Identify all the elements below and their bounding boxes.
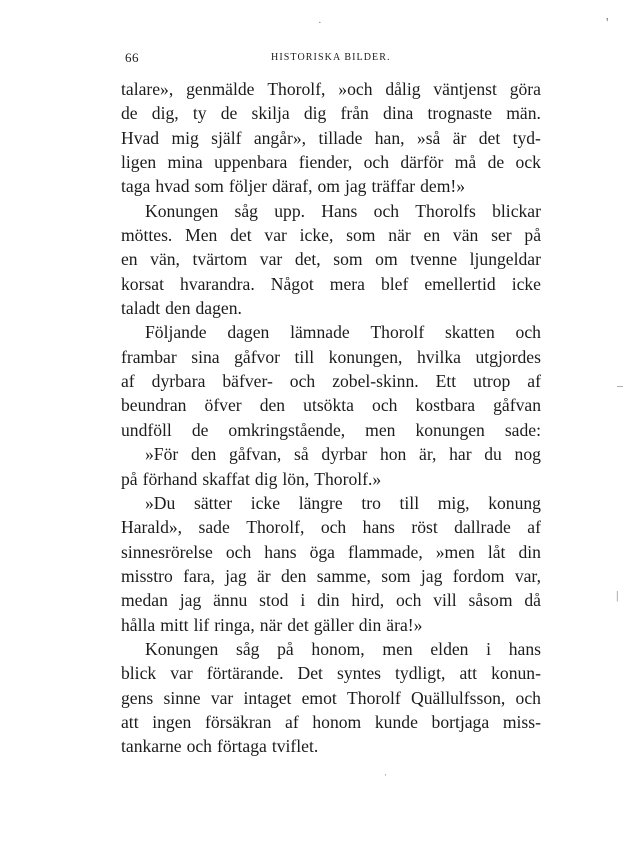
word: men: [382, 638, 413, 659]
word: »För: [145, 444, 179, 465]
word: följer: [228, 176, 267, 197]
text-line: [121, 247, 541, 271]
stray-tick-top-right: ': [606, 16, 609, 31]
word: »så: [416, 127, 441, 148]
word: var: [264, 225, 287, 246]
word: dig,: [151, 103, 179, 124]
text-line: [121, 418, 541, 442]
word: hålla: [121, 614, 156, 635]
word: dina: [383, 103, 414, 124]
word: Följande: [145, 322, 207, 343]
word: Konungen: [145, 638, 219, 659]
word: konun-: [491, 663, 541, 684]
word: den: [190, 444, 217, 465]
word: den: [165, 298, 191, 319]
word: undföll: [121, 419, 172, 440]
text-line: [121, 491, 541, 515]
text-line: [121, 637, 541, 661]
word: det: [287, 614, 309, 635]
word: förtärande.: [206, 663, 284, 684]
text-line: [121, 101, 541, 125]
word: tvärtom: [192, 249, 248, 270]
word: Thorolf: [370, 322, 425, 343]
word: »men: [435, 541, 475, 562]
word: hird,: [351, 590, 385, 611]
word: väntjenst: [433, 79, 497, 99]
word: och: [289, 371, 316, 392]
word: ännu: [213, 590, 248, 611]
word: i: [300, 590, 306, 611]
word: hvad: [155, 176, 190, 197]
word: det: [230, 225, 252, 246]
word: ock: [515, 152, 541, 173]
word: mig: [171, 127, 199, 148]
word: var: [259, 249, 283, 270]
word: bortjaga: [431, 711, 490, 732]
word: försäkran: [204, 711, 272, 732]
word: kostbara: [415, 395, 476, 416]
text-line: [121, 199, 541, 223]
word: och: [186, 736, 212, 757]
word: röst: [411, 517, 438, 538]
word: och: [373, 200, 400, 221]
word: Thorolf.»: [314, 468, 382, 489]
text-line: [121, 540, 541, 564]
word: hvarandra.: [180, 273, 255, 294]
word: fordom: [452, 565, 505, 586]
word: du: [484, 444, 502, 465]
word: ligen: [121, 152, 157, 173]
word: skatten: [444, 322, 495, 343]
word: utgjordes: [475, 346, 541, 367]
word: förtaga: [216, 736, 267, 757]
body-text: [121, 77, 541, 759]
word: tillade: [318, 127, 363, 148]
word: sina: [191, 346, 220, 367]
word: gåfvan: [493, 395, 541, 416]
word: uppenbara: [214, 152, 288, 173]
word: längre: [298, 492, 343, 513]
word: sinnesrörelse: [121, 541, 213, 562]
word: upp.: [274, 200, 306, 221]
text-line: [121, 369, 541, 393]
word: den: [280, 565, 307, 586]
text-line: [121, 174, 541, 198]
word: träffar: [371, 176, 416, 197]
word: själf: [211, 127, 242, 148]
word: tro: [361, 492, 381, 513]
word: låt: [487, 541, 506, 562]
text-line: [121, 442, 541, 466]
word: som: [381, 565, 411, 586]
word: Det: [297, 663, 323, 684]
word: däraf,: [271, 176, 313, 197]
stray-dot-bottom: ·: [384, 770, 387, 780]
word: jag: [344, 176, 367, 197]
word: jag: [225, 565, 247, 586]
word: och: [363, 152, 390, 173]
word: skaffat: [202, 468, 250, 489]
word: Thorolfs: [415, 200, 476, 221]
word: bäfver-: [222, 371, 273, 392]
word: konung: [488, 492, 541, 513]
stray-bar-right: |: [616, 588, 619, 602]
word: misstro: [121, 565, 173, 586]
word: må: [454, 152, 477, 173]
word: det,: [294, 249, 321, 270]
word: och: [225, 541, 252, 562]
text-line: [121, 564, 541, 588]
word: som: [346, 225, 376, 246]
word: icke,: [299, 225, 334, 246]
text-line: [121, 710, 541, 734]
word: därför: [400, 152, 444, 173]
word: vän: [452, 225, 479, 246]
text-line: [121, 393, 541, 417]
word: är: [256, 565, 271, 586]
word: hans: [362, 517, 395, 538]
word: ser: [491, 225, 512, 246]
word: om: [375, 249, 398, 270]
word: har: [449, 444, 472, 465]
word: flammade,: [347, 541, 423, 562]
word: och: [515, 322, 541, 343]
word: öga: [309, 541, 335, 562]
word: stod: [259, 590, 289, 611]
word: jag: [179, 590, 202, 611]
text-line: [121, 223, 541, 247]
word: dig: [303, 103, 327, 124]
word: honom: [312, 711, 362, 732]
word: göra: [509, 79, 541, 99]
word: dyrbar: [321, 444, 368, 465]
word: och: [515, 687, 541, 708]
word: blick: [121, 663, 157, 684]
word: samme,: [316, 565, 371, 586]
word: trognaste: [427, 103, 493, 124]
word: dig: [254, 468, 278, 489]
word: mig,: [437, 492, 470, 513]
word: miss-: [502, 711, 541, 732]
page-number: 66: [125, 50, 139, 65]
stray-dash-right: –: [617, 378, 623, 392]
word: omkringstående,: [228, 419, 346, 440]
text-line: [121, 661, 541, 685]
word: när: [259, 614, 283, 635]
word: korsat: [121, 273, 164, 294]
word: emellertid: [424, 273, 496, 294]
word: var,: [514, 565, 541, 586]
text-line: [121, 515, 541, 539]
text-line: [121, 296, 541, 320]
word: Konungen: [145, 200, 219, 221]
word: kunde: [374, 711, 418, 732]
word: mitt: [160, 614, 189, 635]
word: de: [487, 152, 505, 173]
word: till: [399, 492, 420, 513]
word: att: [121, 711, 139, 732]
word: från: [340, 103, 369, 124]
word: det: [478, 127, 501, 148]
word: på: [524, 225, 541, 246]
word: gens: [121, 687, 154, 708]
word: jag: [420, 565, 443, 586]
word: dem!»: [420, 176, 466, 197]
word: som: [194, 176, 224, 197]
word: utsökta: [303, 395, 354, 416]
word: dålig: [385, 79, 421, 99]
word: medan: [121, 590, 168, 611]
word: som: [333, 249, 363, 270]
word: mina: [167, 152, 203, 173]
word: din: [317, 590, 340, 611]
word: icke: [511, 273, 541, 294]
word: intaget: [243, 687, 292, 708]
word: blef: [380, 273, 409, 294]
word: ära!»: [386, 614, 423, 635]
text-line: [121, 734, 541, 758]
word: om: [317, 176, 340, 197]
word: de: [191, 419, 209, 440]
text-line: [121, 272, 541, 296]
word: skilja: [251, 103, 290, 124]
word: Thorolf: [347, 687, 401, 708]
word: han,: [374, 127, 405, 148]
word: icke: [250, 492, 281, 513]
word: på: [277, 638, 294, 659]
word: hvilka: [416, 346, 461, 367]
word: dallrade: [454, 517, 511, 538]
stray-dot-top: ·: [318, 17, 322, 29]
word: sinne: [163, 687, 201, 708]
word: Hvad: [121, 127, 160, 148]
word: en: [423, 225, 441, 246]
word: beundran: [121, 395, 187, 416]
word: af: [527, 517, 541, 538]
word: sade:: [504, 419, 541, 440]
word: hans: [508, 638, 541, 659]
word: Hans: [321, 200, 358, 221]
word: dyrbara: [151, 371, 206, 392]
text-line: [121, 150, 541, 174]
text-line: [121, 613, 541, 637]
word: taladt: [121, 298, 161, 319]
word: när: [388, 225, 411, 246]
word: ljungeldar: [469, 249, 541, 270]
word: såg: [234, 200, 258, 221]
word: af: [527, 371, 541, 392]
word: Thorolf,: [267, 79, 326, 99]
word: vän,: [150, 249, 180, 270]
word: tviflet.: [271, 736, 319, 757]
word: gåfvor: [234, 346, 281, 367]
word: en: [121, 249, 138, 270]
word: din: [518, 541, 541, 562]
word: var: [170, 663, 193, 684]
word: i: [486, 638, 492, 659]
word: din: [358, 614, 382, 635]
word: Något: [270, 273, 314, 294]
word: lif: [193, 614, 210, 635]
word: sade: [198, 517, 230, 538]
word: på: [121, 468, 138, 489]
word: »och: [338, 79, 373, 99]
running-title: HISTORISKA BILDER.: [271, 52, 391, 63]
word: af: [121, 371, 135, 392]
word: emot: [301, 687, 337, 708]
word: gåfvan,: [229, 444, 282, 465]
word: mera: [329, 273, 365, 294]
text-line: [121, 588, 541, 612]
word: tyd-: [512, 127, 541, 148]
word: men: [365, 419, 396, 440]
word: syntes: [337, 663, 381, 684]
word: frambar: [121, 346, 177, 367]
word: tydligt,: [395, 663, 446, 684]
word: vill: [433, 590, 457, 611]
word: dagen: [227, 322, 270, 343]
word: och: [395, 590, 422, 611]
text-line: [121, 77, 541, 101]
word: konungen: [415, 419, 485, 440]
word: Quällulfsson,: [411, 687, 506, 708]
word: öfver: [204, 395, 242, 416]
text-line: [121, 126, 541, 150]
word: och: [372, 395, 398, 416]
word: de: [220, 103, 238, 124]
text-line: [121, 686, 541, 710]
word: »Du: [145, 492, 176, 513]
word: Harald»,: [121, 517, 183, 538]
word: ringa,: [214, 614, 255, 635]
word: ty: [192, 103, 207, 124]
word: den: [259, 395, 286, 416]
word: taga: [121, 176, 151, 197]
word: och: [320, 517, 347, 538]
word: dagen.: [195, 298, 242, 319]
word: är: [452, 127, 467, 148]
word: var: [210, 687, 234, 708]
word: elden: [430, 638, 469, 659]
word: nog: [514, 444, 541, 465]
word: angår»,: [253, 127, 307, 148]
word: Men: [185, 225, 218, 246]
word: är,: [419, 444, 437, 465]
word: såg: [235, 638, 260, 659]
text-line: [121, 345, 541, 369]
text-line: [121, 467, 541, 491]
word: fara,: [183, 565, 215, 586]
word: så: [294, 444, 309, 465]
word: Ett: [435, 371, 457, 392]
word: då: [524, 590, 541, 611]
word: blickar: [492, 200, 541, 221]
word: genmälde: [186, 79, 255, 99]
word: Thorolf,: [246, 517, 305, 538]
word: tankarne: [121, 736, 182, 757]
word: konungen,: [328, 346, 403, 367]
word: lön,: [282, 468, 310, 489]
word: gäller: [313, 614, 354, 635]
word: de: [121, 103, 138, 124]
word: såsom: [468, 590, 513, 611]
word: talare»,: [121, 79, 174, 99]
word: af: [285, 711, 299, 732]
word: hon: [379, 444, 407, 465]
word: utrop: [473, 371, 511, 392]
word: fiender,: [298, 152, 353, 173]
word: zobel-skinn.: [332, 371, 419, 392]
word: honom,: [311, 638, 365, 659]
word: möttes.: [121, 225, 173, 246]
word: tvenne: [410, 249, 458, 270]
word: förhand: [142, 468, 198, 489]
word: sätter: [193, 492, 233, 513]
word: hans: [264, 541, 297, 562]
word: ingen: [152, 711, 192, 732]
word: till: [294, 346, 315, 367]
text-line: [121, 320, 541, 344]
word: män.: [506, 103, 541, 124]
word: att: [459, 663, 478, 684]
page-header: [125, 50, 540, 66]
word: lämnade: [290, 322, 350, 343]
